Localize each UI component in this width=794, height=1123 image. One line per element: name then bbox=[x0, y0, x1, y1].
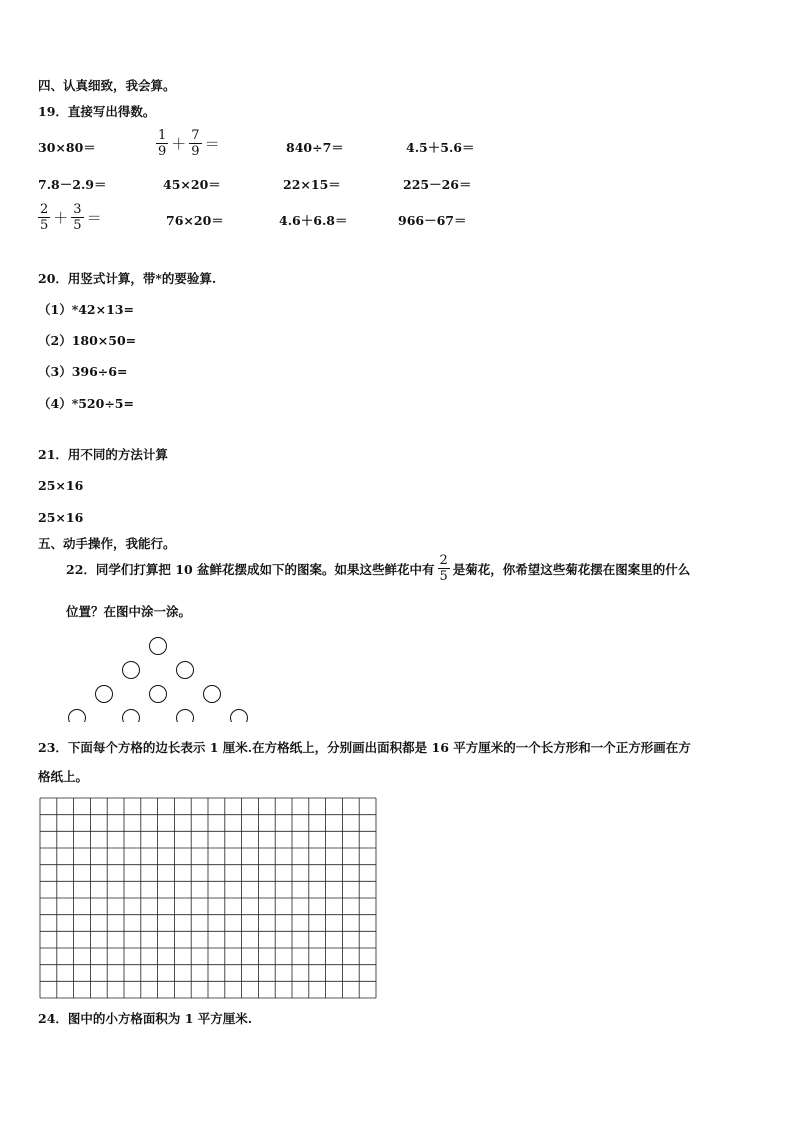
calc-76x20: 76×20＝ bbox=[166, 213, 224, 228]
q21-line-1: 25×16 bbox=[38, 478, 84, 493]
q20-item-1: （1）*42×13= bbox=[38, 302, 134, 317]
calc-45x20: 45×20＝ bbox=[163, 177, 221, 192]
question-20-title: 20．用竖式计算，带*的要验算. bbox=[38, 271, 217, 286]
flower-circle[interactable] bbox=[177, 662, 194, 679]
flower-circle[interactable] bbox=[204, 686, 221, 703]
fraction: $\frac{2}{5}$ bbox=[40, 202, 49, 233]
calc-30x80: 30×80＝ bbox=[38, 140, 96, 155]
fraction: $\frac{3}{5}$ bbox=[73, 202, 82, 233]
section-four-heading: 四、认真细致，我会算。 bbox=[38, 78, 176, 93]
fraction: $\frac{1}{9}$ bbox=[158, 128, 167, 159]
flower-circle[interactable] bbox=[96, 686, 113, 703]
calc-7.8-minus-2.9: 7.8－2.9＝ bbox=[38, 177, 107, 192]
flower-pattern[interactable] bbox=[60, 632, 260, 722]
flower-circle[interactable] bbox=[231, 710, 248, 723]
question-22-line-1 bbox=[66, 553, 690, 584]
flower-circle[interactable] bbox=[69, 710, 86, 723]
flower-circle[interactable] bbox=[123, 710, 140, 723]
question-24-title: 24．图中的小方格面积为 1 平方厘米. bbox=[38, 1011, 253, 1026]
q22-text-after: 是菊花，你希望这些菊花摆在图案里的什么 bbox=[452, 561, 691, 577]
section-five-heading: 五、动手操作，我能行。 bbox=[38, 536, 176, 551]
calc-22x15: 22×15＝ bbox=[283, 177, 341, 192]
square-grid[interactable] bbox=[39, 797, 377, 999]
question-23-line-1: 23．下面每个方格的边长表示 1 厘米.在方格纸上，分别画出面积都是 16 平方厘米的一个长方形和一个正方形画在方 bbox=[38, 740, 691, 755]
flower-circle[interactable] bbox=[177, 710, 194, 723]
calc-840-div-7: 840÷7＝ bbox=[286, 140, 344, 155]
calc-fraction-2-5-plus-3-5: $\frac{2}{5}$ ＋ $\frac{3}{5}$ ＝ bbox=[40, 202, 102, 233]
question-19-title: 19．直接写出得数。 bbox=[38, 104, 156, 119]
fraction: $\frac{7}{9}$ bbox=[191, 128, 200, 159]
calc-4.5-plus-5.6: 4.5＋5.6＝ bbox=[406, 140, 475, 155]
calc-966-minus-67: 966－67＝ bbox=[398, 213, 467, 228]
q20-item-3: （3）396÷6= bbox=[38, 364, 128, 379]
question-22-line-2: 位置？在图中涂一涂。 bbox=[66, 604, 192, 619]
fraction-2-5: $\frac{2}{5}$ bbox=[439, 553, 448, 584]
q20-item-2: （2）180×50= bbox=[38, 333, 137, 348]
q21-line-2: 25×16 bbox=[38, 510, 84, 525]
question-21-title: 21．用不同的方法计算 bbox=[38, 447, 168, 462]
q22-text-before: 22．同学们打算把 10 盆鲜花摆成如下的图案。如果这些鲜花中有 bbox=[66, 561, 435, 577]
q20-item-4: （4）*520÷5= bbox=[38, 396, 134, 411]
flower-circle[interactable] bbox=[150, 638, 167, 655]
flower-circle[interactable] bbox=[150, 686, 167, 703]
calc-4.6-plus-6.8: 4.6＋6.8＝ bbox=[279, 213, 348, 228]
calc-fraction-1-9-plus-7-9: $\frac{1}{9}$ ＋ $\frac{7}{9}$ ＝ bbox=[158, 128, 220, 159]
flower-circle[interactable] bbox=[123, 662, 140, 679]
question-23-line-2: 格纸上。 bbox=[38, 769, 89, 784]
calc-225-minus-26: 225－26＝ bbox=[403, 177, 472, 192]
